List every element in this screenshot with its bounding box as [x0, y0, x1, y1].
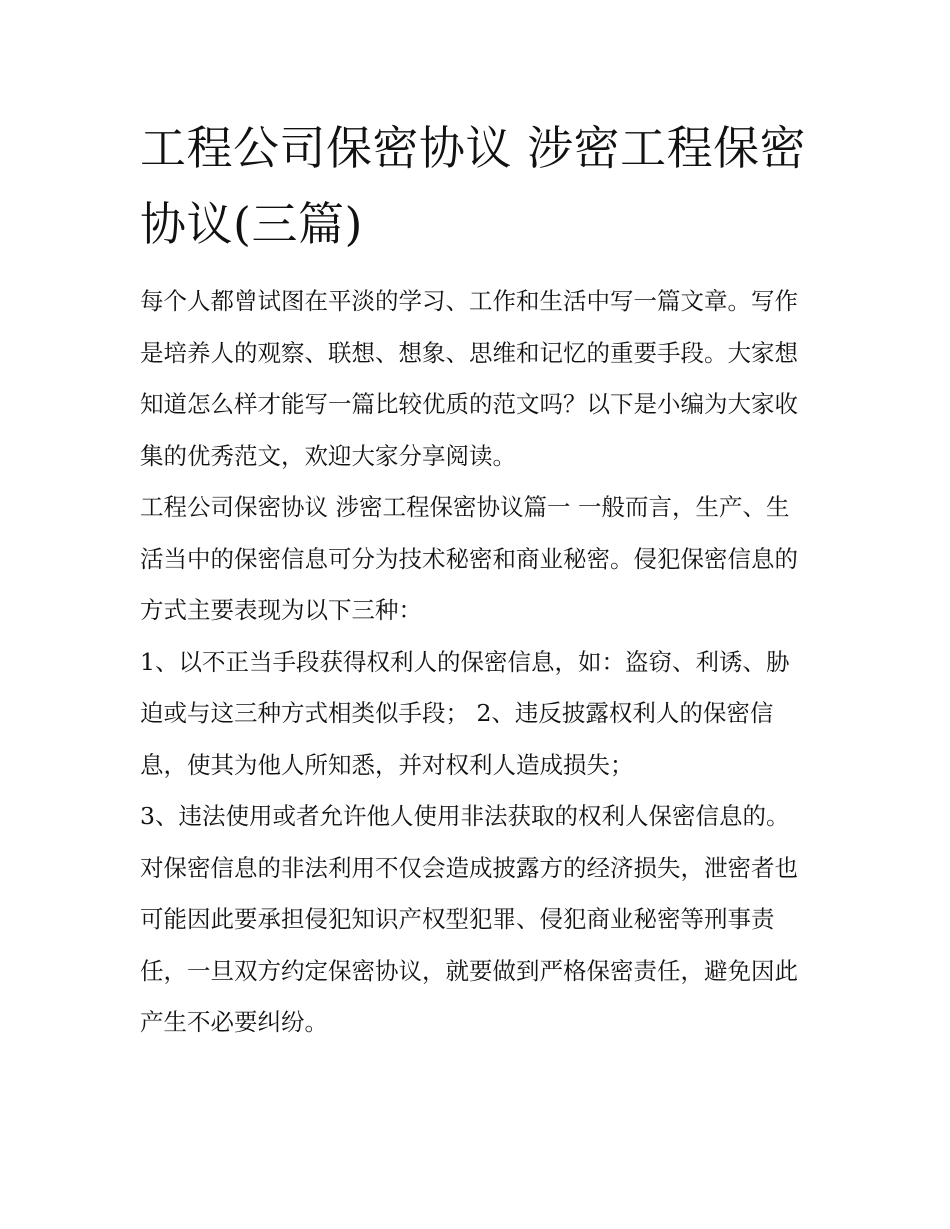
conclusion-paragraph: 对保密信息的非法利用不仅会造成披露方的经济损失，泄密者也可能因此要承担侵犯知识产权型犯罪、侵犯商业秘密等刑事责任，一旦双方约定保密协议，就要做到严格保密责任，避免因此产生不必要纠纷。 — [140, 853, 798, 1036]
document-content — [140, 110, 812, 1049]
document-title: 工程公司保密协议 涉密工程保密协议(三篇) — [140, 121, 807, 251]
list-item-one-two-paragraph: 1、以不正当手段获得权利人的保密信息，如：盗窃、利诱、胁迫或与这三种方式相类似手段； 2、违反披露权利人的保密信息，使其为他人所知悉，并对权利人造成损失； — [140, 647, 790, 779]
list-item-three-paragraph: 3、违法使用或者允许他人使用非法获取的权利人保密信息的。 — [140, 802, 790, 830]
document-body — [140, 276, 812, 1049]
intro-paragraph: 每个人都曾试图在平淡的学习、工作和生活中写一篇文章。写作是培养人的观察、联想、想象、思维和记忆的重要手段。大家想知道怎么样才能写一篇比较优质的范文吗？以下是小编为大家收集的优秀范文，欢迎大家分享阅读。 — [140, 287, 798, 470]
section-one-intro-paragraph: 工程公司保密协议 涉密工程保密协议篇一 一般而言，生产、生活当中的保密信息可分为技术秘密和商业秘密。侵犯保密信息的方式主要表现为以下三种： — [140, 493, 798, 624]
